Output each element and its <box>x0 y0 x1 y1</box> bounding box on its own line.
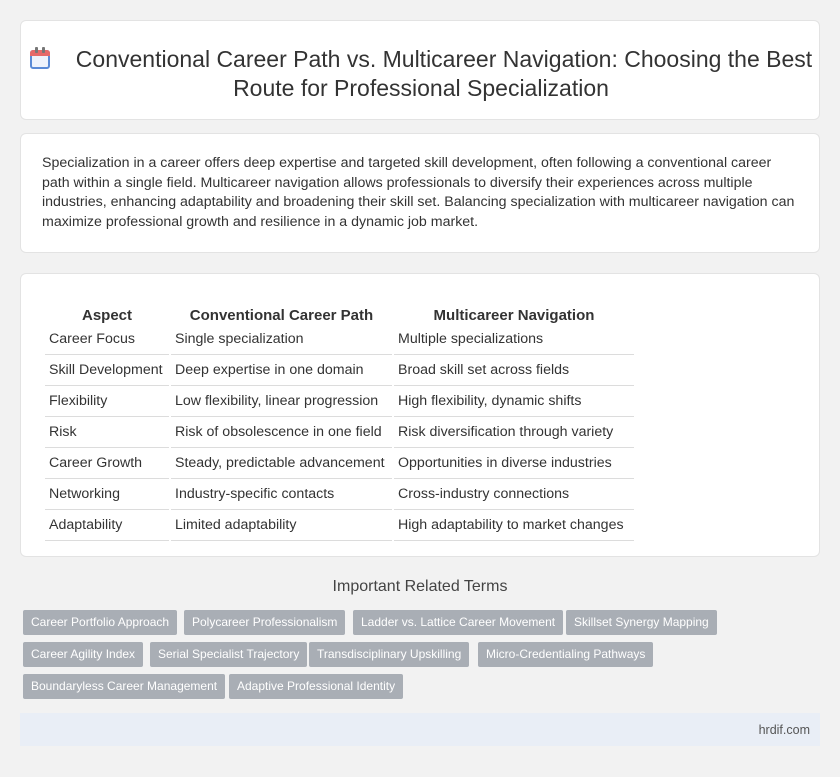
footer-site[interactable]: hrdif.com <box>758 723 810 737</box>
intro-paragraph: Specialization in a career offers deep expertise and targeted skill development, often following a conventional career path within a single field. Multicareer navigation allows professionals to diversify their experiences across multiple industries, enhancing adaptability and broadening their skill set. Balancing specialization with multicareer navigation can maximize professional growth and resilience in a dynamic job market. <box>42 155 795 230</box>
cell-aspect: Career Focus <box>45 324 169 355</box>
footer <box>20 713 820 746</box>
related-terms-title: Important Related Terms <box>332 578 508 595</box>
cell-multicareer: Risk diversification through variety <box>394 417 634 448</box>
comparison-table <box>43 296 636 541</box>
related-term-tag[interactable]: Career Agility Index <box>23 642 143 667</box>
table-row <box>45 448 634 479</box>
related-term-tag[interactable]: Skillset Synergy Mapping <box>566 610 717 635</box>
cell-conventional: Deep expertise in one domain <box>171 355 392 386</box>
related-term-tag[interactable]: Serial Specialist Trajectory <box>150 642 307 667</box>
page-title: Conventional Career Path vs. Multicareer Navigation: Choosing the Best Route for Professional Specialization <box>75 46 813 101</box>
calendar-icon <box>30 47 50 69</box>
cell-aspect: Networking <box>45 479 169 510</box>
table-row <box>45 355 634 386</box>
cell-conventional: Low flexibility, linear progression <box>171 386 392 417</box>
cell-aspect: Skill Development <box>45 355 169 386</box>
cell-conventional: Limited adaptability <box>171 510 392 541</box>
related-term-tag[interactable]: Polycareer Professionalism <box>184 610 345 635</box>
cell-conventional: Single specialization <box>171 324 392 355</box>
cell-aspect: Risk <box>45 417 169 448</box>
cell-conventional: Risk of obsolescence in one field <box>171 417 392 448</box>
cell-conventional: Steady, predictable advancement <box>171 448 392 479</box>
related-term-tag[interactable]: Micro-Credentialing Pathways <box>478 642 653 667</box>
page-title-block <box>21 45 821 103</box>
table-row <box>45 479 634 510</box>
cell-multicareer: Broad skill set across fields <box>394 355 634 386</box>
title-card <box>20 20 820 120</box>
table-row <box>45 417 634 448</box>
intro-card <box>20 133 820 253</box>
header-multicareer: Multicareer Navigation <box>433 307 595 324</box>
cell-conventional: Industry-specific contacts <box>171 479 392 510</box>
table-row <box>45 324 634 355</box>
cell-multicareer: Multiple specializations <box>394 324 634 355</box>
related-term-tag[interactable]: Career Portfolio Approach <box>23 610 177 635</box>
table-row <box>45 386 634 417</box>
table-row <box>45 510 634 541</box>
cell-aspect: Career Growth <box>45 448 169 479</box>
cell-multicareer: Cross-industry connections <box>394 479 634 510</box>
cell-aspect: Adaptability <box>45 510 169 541</box>
related-term-tag[interactable]: Adaptive Professional Identity <box>229 674 403 699</box>
cell-multicareer: High flexibility, dynamic shifts <box>394 386 634 417</box>
table-header-row <box>45 296 634 324</box>
cell-aspect: Flexibility <box>45 386 169 417</box>
header-aspect: Aspect <box>81 307 133 324</box>
related-term-tag[interactable]: Boundaryless Career Management <box>23 674 225 699</box>
related-term-tag[interactable]: Ladder vs. Lattice Career Movement <box>353 610 563 635</box>
header-conventional: Conventional Career Path <box>189 307 374 324</box>
cell-multicareer: Opportunities in diverse industries <box>394 448 634 479</box>
comparison-card <box>20 273 820 557</box>
cell-multicareer: High adaptability to market changes <box>394 510 634 541</box>
related-term-tag[interactable]: Transdisciplinary Upskilling <box>309 642 469 667</box>
